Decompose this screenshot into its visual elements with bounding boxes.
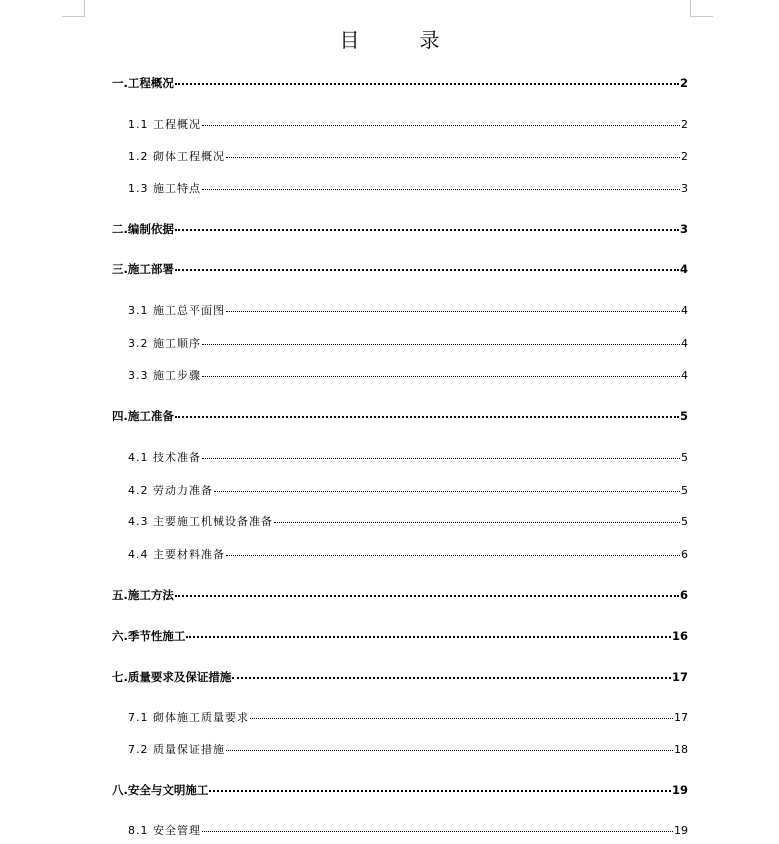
toc-section-entry[interactable] — [128, 367, 688, 383]
toc-entry-page-number: 4 — [681, 337, 688, 350]
toc-entry-label: 一.工程概况 — [112, 76, 174, 90]
toc-entry-page-number: 2 — [681, 150, 688, 163]
page-corner-mark-left — [62, 0, 85, 17]
toc-entry-label: 四.施工准备 — [112, 409, 174, 423]
toc-chapter-entry[interactable] — [112, 782, 688, 798]
toc-entry-label: 二.编制依据 — [112, 222, 174, 236]
dot-leader — [202, 125, 680, 126]
toc-entry-label: 三.施工部署 — [112, 262, 174, 276]
toc-entry-label: 七.质量要求及保证措施 — [112, 670, 232, 684]
toc-entry-page-number: 5 — [681, 484, 688, 497]
dot-leader — [250, 718, 673, 719]
toc-entry-label: 7.1 砌体施工质量要求 — [128, 711, 249, 724]
toc-entry-label: 3.3 施工步骤 — [128, 369, 201, 382]
toc-entry-page-number: 19 — [671, 783, 688, 797]
toc-entry-label: 3.1 施工总平面图 — [128, 304, 225, 317]
toc-section-entry[interactable] — [128, 335, 688, 351]
toc-chapter-entry[interactable] — [112, 669, 688, 685]
toc-section-entry[interactable] — [128, 709, 688, 725]
toc-section-entry[interactable] — [128, 513, 688, 529]
dot-leader — [202, 376, 680, 377]
toc-section-entry[interactable] — [128, 449, 688, 465]
toc-entry-page-number: 19 — [674, 824, 688, 837]
toc-section-entry[interactable] — [128, 482, 688, 498]
toc-chapter-entry[interactable] — [112, 408, 688, 424]
toc-entry-page-number: 2 — [681, 118, 688, 131]
toc-entry-page-number: 18 — [674, 743, 688, 756]
dot-leader — [202, 831, 673, 832]
toc-entry-page-number: 4 — [679, 262, 688, 276]
dot-leader — [226, 750, 673, 751]
toc-section-entry[interactable] — [128, 116, 688, 132]
toc-entry-page-number: 3 — [679, 222, 688, 236]
toc-entry-label: 3.2 施工顺序 — [128, 337, 201, 350]
toc-entry-page-number: 2 — [679, 76, 688, 90]
toc-section-entry[interactable] — [128, 180, 688, 196]
toc-entry-page-number: 6 — [681, 548, 688, 561]
toc-entry-page-number: 17 — [671, 670, 688, 684]
dot-leader — [209, 790, 671, 792]
toc-entry-page-number: 5 — [679, 409, 688, 423]
dot-leader — [175, 595, 679, 597]
toc-entry-label: 4.2 劳动力准备 — [128, 484, 213, 497]
toc-chapter-entry[interactable] — [112, 587, 688, 603]
dot-leader — [214, 491, 680, 492]
dot-leader — [186, 636, 671, 638]
dot-leader — [226, 555, 680, 556]
dot-leader — [226, 311, 680, 312]
dot-leader — [226, 157, 680, 158]
dot-leader — [202, 458, 680, 459]
toc-entry-page-number: 6 — [679, 588, 688, 602]
toc-chapter-entry[interactable] — [112, 261, 688, 277]
toc-title: 目 录 — [339, 28, 460, 52]
dot-leader — [202, 189, 680, 190]
toc-entry-page-number: 4 — [681, 304, 688, 317]
toc-section-entry[interactable] — [128, 741, 688, 757]
toc-section-entry[interactable] — [128, 302, 688, 318]
toc-entry-label: 7.2 质量保证措施 — [128, 743, 225, 756]
toc-entry-page-number: 4 — [681, 369, 688, 382]
dot-leader — [175, 269, 679, 271]
toc-entry-page-number: 5 — [681, 515, 688, 528]
dot-leader — [274, 522, 680, 523]
toc-entry-label: 4.3 主要施工机械设备准备 — [128, 515, 273, 528]
toc-entry-page-number: 3 — [681, 182, 688, 195]
toc-entry-label: 八.安全与文明施工 — [112, 783, 209, 797]
dot-leader — [232, 677, 671, 679]
toc-chapter-entry[interactable] — [112, 628, 688, 644]
toc-chapter-entry[interactable] — [112, 75, 688, 91]
toc-entry-label: 4.4 主要材料准备 — [128, 548, 225, 561]
toc-section-entry[interactable] — [128, 148, 688, 164]
toc-entry-label: 六.季节性施工 — [112, 629, 186, 643]
dot-leader — [175, 83, 679, 85]
toc-entry-label: 1.3 施工特点 — [128, 182, 201, 195]
toc-entry-label: 4.1 技术准备 — [128, 451, 201, 464]
toc-entry-label: 8.1 安全管理 — [128, 824, 201, 837]
dot-leader — [175, 416, 679, 418]
toc-entry-page-number: 17 — [674, 711, 688, 724]
dot-leader — [202, 344, 680, 345]
toc-section-entry[interactable] — [128, 546, 688, 562]
toc-entry-label: 1.2 砌体工程概况 — [128, 150, 225, 163]
toc-chapter-entry[interactable] — [112, 221, 688, 237]
toc-entry-page-number: 16 — [671, 629, 688, 643]
toc-entry-page-number: 5 — [681, 451, 688, 464]
toc-section-entry[interactable] — [128, 822, 688, 838]
toc-entry-label: 1.1 工程概况 — [128, 118, 201, 131]
toc-entry-label: 五.施工方法 — [112, 588, 174, 602]
page-corner-mark-right — [690, 0, 713, 17]
dot-leader — [175, 229, 679, 231]
